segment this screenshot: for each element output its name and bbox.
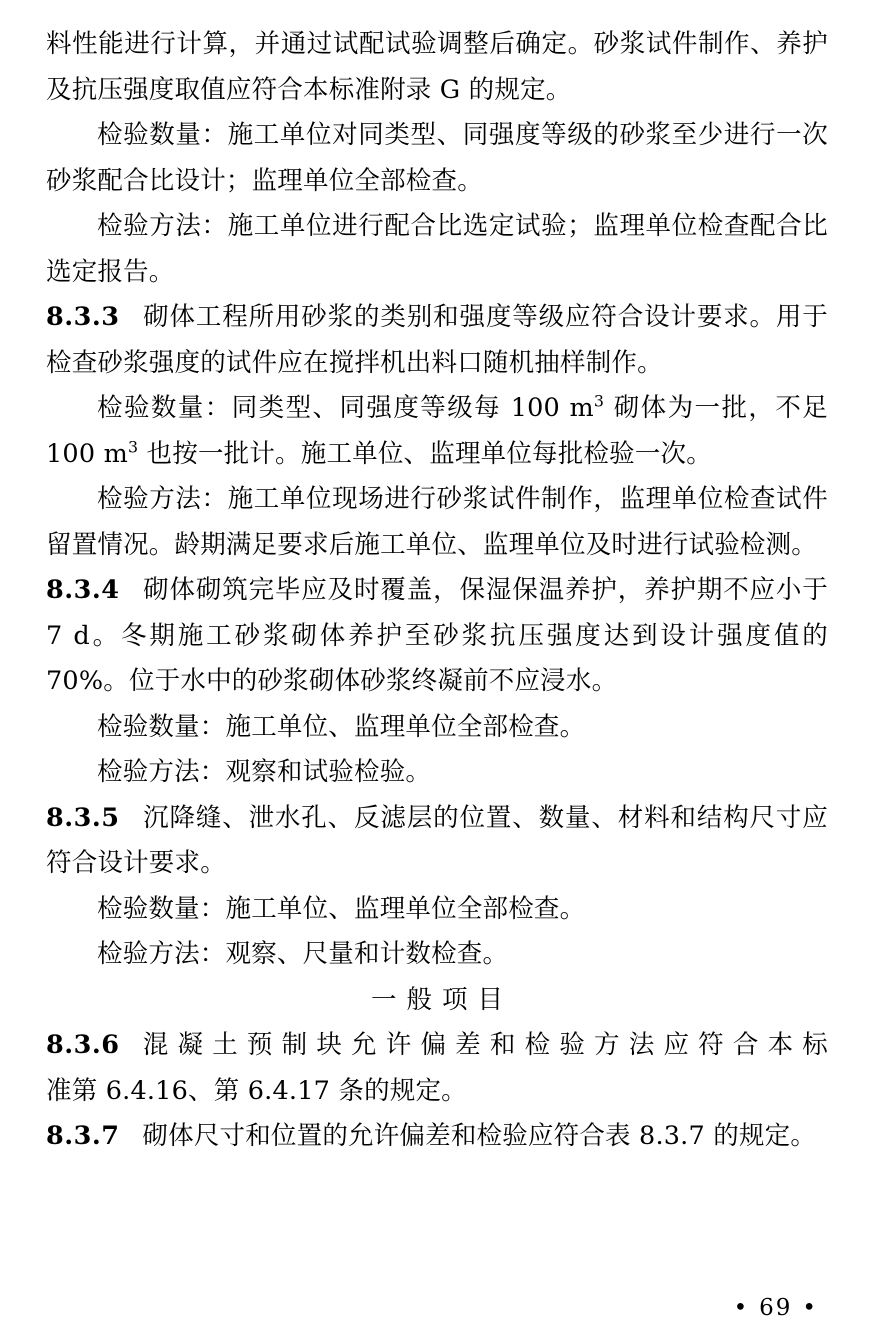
footer-dot-left: • [733,1295,750,1321]
p-835-method: 检验方法：观察、尺量和计数检查。 [97,939,509,969]
p-836-number: 8.3.6 [46,1030,120,1060]
p-832-quantity: 检验数量：施工单位对同类型、同强度等级的砂浆至少进行一次砂浆配合比设计；监理单位全部检查。 [46,120,828,196]
p-835 [46,796,828,887]
p-836 [46,1023,828,1114]
p-835-text: 沉降缝、泄水孔、反滤层的位置、数量、材料和结构尺寸应符合设计要求。 [46,802,828,878]
p-832-method: 检验方法：施工单位进行配合比选定试验；监理单位检查配合比选定报告。 [46,211,828,287]
p-835-number: 8.3.5 [46,802,120,833]
p-833-quantity: 检验数量：同类型、同强度等级每 100 $m^3$ 砌体为一批，不足 100 $m^3$ 也按一批计。施工单位、监理单位每批检验一次。 [46,391,828,469]
p-834-number: 8.3.4 [46,575,120,605]
heading-general: 一般项目 [370,984,513,1015]
p-834-quantity: 检验数量：施工单位、监理单位全部检查。 [97,711,586,742]
p-837 [46,1114,828,1160]
p-835-quantity: 检验数量：施工单位、监理单位全部检查。 [97,893,586,924]
page-content [46,22,828,1160]
p-837-text: 砌体尺寸和位置的允许偏差和检验应符合表 8.3.7 的规定。 [142,1121,817,1151]
p-834-method: 检验方法：观察和试验检验。 [97,757,432,787]
p-836-text: 混 凝 土 预 制 块 允 许 偏 差 和 检 验 方 法 应 符 合 本 标 准第 6.4.16、第 6.4.17 条的规定。 [46,1030,828,1106]
p-833-method: 检验方法：施工单位现场进行砂浆试件制作，监理单位检查试件留置情况。龄期满足要求后施工单位、监理单位及时进行试验检测。 [46,484,828,560]
footer-dot-right: • [802,1295,818,1321]
p-834-text: 砌体砌筑完毕应及时覆盖，保湿保温养护，养护期不应小于 7 d。冬期施工砂浆砌体养护至砂浆抗压强度达到设计强度值的 70%。位于水中的砂浆砌体砂浆终凝前不应浸水。 [46,575,828,696]
p-continued: 料性能进行计算，并通过试配试验调整后确定。砂浆试件制作、养护及抗压强度取值应符合本标准附录 G 的规定。 [46,29,828,105]
p-833 [46,295,828,386]
page-number: 69 [759,1295,793,1321]
p-837-number: 8.3.7 [46,1121,120,1151]
page-footer [0,1295,828,1321]
p-833-text: 砌体工程所用砂浆的类别和强度等级应符合设计要求。用于检查砂浆强度的试件应在搅拌机出料口随机抽样制作。 [46,302,828,378]
p-834 [46,568,828,705]
p-833-number: 8.3.3 [46,302,120,332]
